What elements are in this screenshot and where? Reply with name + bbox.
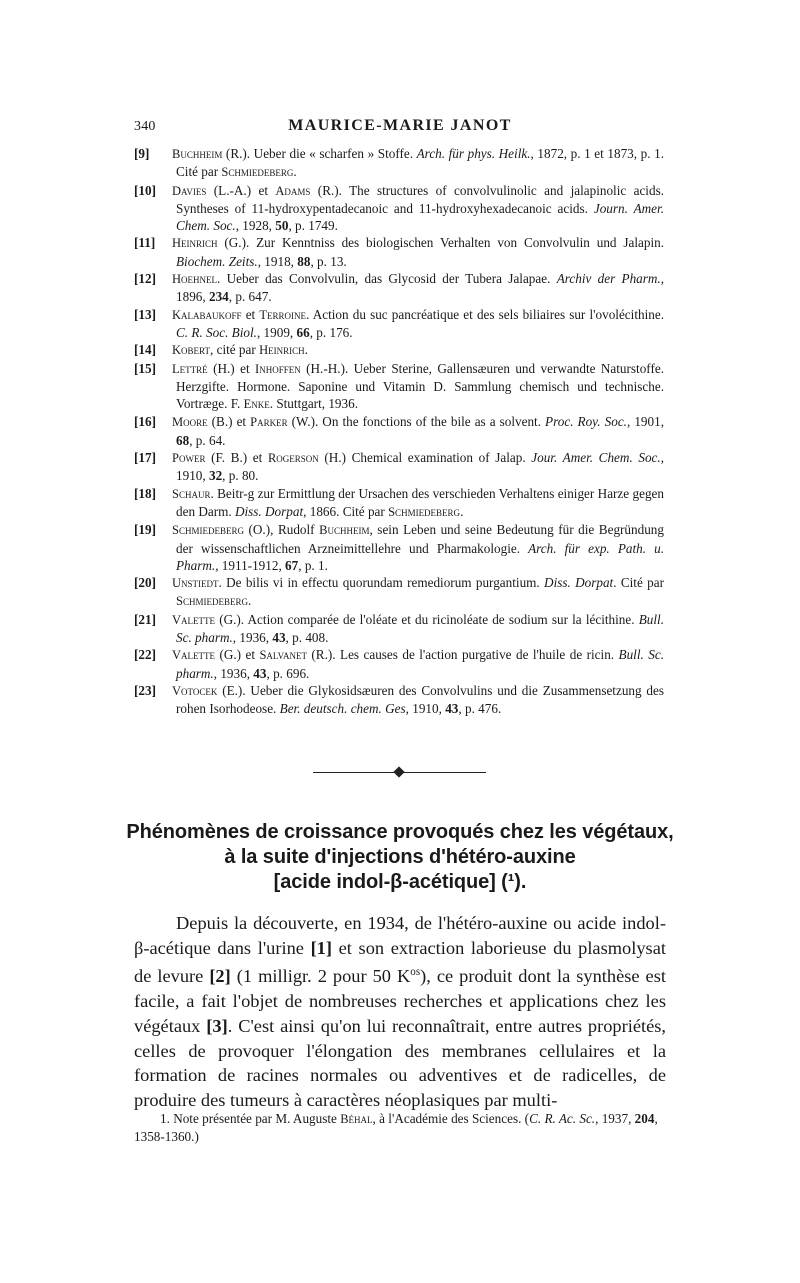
divider-diamond-icon (393, 766, 404, 777)
journal-title: Archiv der Pharm. (556, 271, 661, 287)
volume-number: 50 (275, 218, 289, 234)
article-title-line: [acide indol-β-acétique] (¹). (273, 871, 527, 893)
author-name: Schaur (172, 486, 211, 501)
reference-number: [17] (134, 450, 156, 466)
text-run: , 1928, (235, 218, 276, 234)
author-name: Hoehnel (172, 272, 218, 287)
text-run: . Ueber das Convolvulin, das Glycosid der Tubera Jalapae. (217, 271, 557, 287)
journal-title: Proc. Roy. Soc. (545, 414, 627, 430)
author-name: Unstiedt (172, 576, 219, 591)
text-run: , 1910, (176, 450, 664, 484)
text-run: et (241, 306, 260, 322)
text-run: , p. 408. (285, 630, 329, 646)
reference-entry (134, 611, 664, 647)
text-run: , 1937, (595, 1111, 635, 1126)
reference-entry (134, 306, 664, 342)
text-run: et son extraction laborieuse du plasmolysat de levure (134, 937, 666, 987)
author-name: Votocek (172, 683, 218, 698)
author-name: Schmiedeberg (176, 594, 248, 609)
text-run: . (460, 503, 464, 519)
author-name: Kobert (172, 343, 210, 358)
text-run: , p. 64. (189, 432, 226, 448)
text-run: 1. Note présentée par M. Auguste (160, 1111, 341, 1126)
text-run: , p. 476. (458, 701, 502, 717)
running-head: MAURICE-MARIE JANOT (288, 117, 512, 134)
text-run: (H.) et (207, 360, 256, 376)
journal-title: Diss. Dorpat (544, 575, 614, 591)
text-run: (R.). Les causes de l'action purgative de l'huile de ricin. (306, 647, 619, 663)
reference-entry (134, 360, 664, 414)
reference-number: [23] (134, 682, 156, 698)
volume-number: 204 (634, 1111, 655, 1126)
text-run: (E.). Ueber die Glykosidsæuren des Convolvulins und die Zusammensetzung des rohen Isorhodeose. (176, 682, 664, 717)
author-name: Kalabaukoff (172, 307, 242, 322)
reference-number: [12] (134, 271, 156, 287)
reference-number: [22] (134, 647, 156, 663)
text-run: . Stuttgart, 1936. (269, 396, 359, 412)
journal-title: Diss. Dorpat (234, 503, 304, 519)
reference-number: [19] (134, 522, 156, 538)
author-name: Buchheim (172, 147, 223, 161)
volume-number: 43 (253, 665, 267, 681)
author-name: Heinrich (259, 343, 305, 358)
text-run: , sein Leben und seine Bedeutung für die Begründung der wissenschaftlichen Arzneimittellehre und Pharmakologie. (176, 522, 664, 556)
text-run: (R.). The structures of convolvulinolic and jalapinolic acids. Syntheses of 11-hydroxypentadecanoic and 11-hydroxyhexadecanoic acids. (176, 182, 664, 216)
reference-entry (134, 449, 664, 485)
author-name: Schmiedeberg (172, 523, 244, 538)
text-run: (G.). Zur Kenntniss des biologischen Verhalten von Convolvulin und Jalapin. (217, 235, 664, 251)
text-run: (B.) et (207, 414, 251, 430)
text-run: , p. 647. (228, 289, 272, 305)
text-run: , à l'Académie des Sciences. ( (372, 1111, 530, 1126)
text-run: (F. B.) et (205, 450, 268, 466)
author-name: Moore (172, 415, 208, 430)
journal-title: Jour. Amer. Chem. Soc. (531, 450, 661, 466)
journal-title: Journ. Amer. Chem. Soc. (176, 200, 664, 234)
text-run: . (304, 342, 308, 358)
reference-entry (134, 182, 664, 235)
text-run: ), ce produit dont la synthèse est facile, a fait l'objet de nombreuses recherches et applications chez les végétaux (134, 966, 666, 1036)
text-run: , 1866. Cité par (303, 503, 389, 519)
reference-entry (134, 521, 664, 574)
text-run: , p. 1. (298, 557, 328, 573)
volume-number: 32 (208, 468, 223, 484)
text-run: os (410, 966, 421, 979)
reference-list (134, 145, 664, 718)
author-name: Terroine (259, 307, 306, 322)
text-run: (1 milligr. 2 pour 50 K (230, 966, 411, 987)
text-run: , 1918, (257, 253, 298, 269)
page-number: 340 (134, 119, 156, 134)
journal-title: C. R. Ac. Sc. (529, 1111, 596, 1126)
reference-entry (134, 646, 664, 682)
text-run: . Beitr-g zur Ermittlung der Ursachen des verschieden Verhaltens einiger Harze gegen den Darm. (176, 485, 664, 519)
author-name: Salvanet (259, 648, 307, 663)
journal-title: Arch. für exp. Path. u. Pharm. (176, 540, 665, 573)
text-run: , p. 80. (222, 468, 259, 484)
reference-number: [20] (134, 575, 156, 591)
reference-entry (134, 234, 664, 270)
author-name: Power (172, 451, 206, 466)
text-run: . (247, 593, 252, 609)
text-run: , 1936, (213, 665, 254, 681)
author-name: Davies (172, 183, 207, 198)
reference-number: [13] (134, 306, 156, 322)
reference-number: [15] (134, 360, 156, 376)
author-name: Inhoffen (255, 361, 301, 376)
text-run: , 1909, (256, 324, 297, 340)
journal-title: C. R. Soc. Biol. (176, 324, 257, 340)
reference-entry (134, 574, 664, 611)
journal-title: Biochem. Zeits. (176, 253, 258, 269)
journal-title: Arch. für phys. Heilk. (416, 146, 531, 161)
text-run: (H.) Chemical examination of Jalap. (318, 450, 532, 466)
reference-entry (134, 145, 664, 182)
author-name: Schmiedeberg (388, 504, 461, 519)
text-run: , p. 696. (266, 665, 310, 681)
author-name: Béhal (340, 1112, 373, 1126)
volume-number: 68 (176, 432, 190, 448)
text-run: , cité par (210, 342, 260, 358)
text-run: (H.-H.). Ueber Sterine, Gallensæuren und verwandte Naturstoffe. Herzgifte. Hormone. Saponine und Vitamin D. Sammlung chemisch und technische. Vortræge. F. (176, 360, 664, 412)
text-run: . C'est ainsi qu'on lui reconnaîtrait, entre autres propriétés, celles de provoquer l'élongation des membranes cellulaires et la formation de racines normales ou adventives et de radicelles, de produire des tumeurs à caractères néoplasiques par multi- (134, 1015, 667, 1111)
reference-number: [18] (134, 485, 156, 501)
author-name: Schmiedeberg (221, 165, 294, 180)
author-name: Buchheim (319, 523, 370, 538)
volume-number: 67 (285, 557, 299, 573)
journal-title: Bull. Sc. pharm. (176, 647, 664, 681)
reference-entry (134, 485, 664, 522)
text-run: , 1901, (626, 414, 664, 430)
volume-number: [2] (209, 966, 231, 987)
author-name: Valette (172, 612, 216, 627)
volume-number: 43 (445, 701, 459, 717)
text-run: . De bilis vi in effectu quorundam remediorum purgantium. (218, 575, 545, 591)
author-name: Parker (250, 415, 288, 430)
text-run: , 1936, (232, 630, 273, 646)
text-run: , p. 176. (309, 324, 353, 340)
article-body-paragraph (134, 911, 666, 1113)
volume-number: 88 (297, 253, 311, 269)
volume-number: [3] (206, 1015, 228, 1036)
text-run: (W.). On the fonctions of the bile as a solvent. (287, 414, 546, 430)
article-title-line: Phénomènes de croissance provoqués chez les végétaux, (126, 821, 674, 843)
author-name: Heinrich (172, 236, 218, 251)
text-run: , p. 13. (310, 253, 347, 269)
text-run: . Action du suc pancréatique et des sels biliaires sur l'ovolécithine. (306, 306, 664, 322)
reference-number: [16] (134, 414, 156, 430)
text-run: , 1896, (176, 271, 665, 305)
text-run: , p. 1749. (288, 218, 338, 234)
volume-number: 43 (272, 630, 286, 646)
reference-number: [10] (134, 182, 156, 198)
author-name: Valette (172, 648, 216, 663)
volume-number: [1] (310, 937, 333, 958)
reference-entry (134, 682, 664, 718)
text-run: , 1911-1912, (215, 557, 286, 573)
author-name: Rogerson (267, 451, 319, 466)
volume-number: 66 (296, 324, 310, 340)
text-run: (L.-A.) et (206, 182, 276, 198)
journal-title: Bull. Sc. pharm. (176, 611, 664, 646)
reference-number: [21] (134, 611, 156, 627)
footnote (134, 1110, 666, 1146)
author-name: Enke (243, 397, 270, 412)
reference-number: [14] (134, 342, 156, 358)
author-name: Adams (275, 183, 311, 198)
text-run: (R.). Ueber die « scharfen » Stoffe. (222, 146, 417, 161)
reference-number: [9] (134, 146, 150, 161)
text-run: . (293, 164, 297, 180)
text-run: (G.) et (215, 647, 260, 663)
volume-number: 234 (208, 289, 229, 305)
text-run: Depuis la découverte, en 1934, de l'hétéro-auxine ou acide indol-β-acétique dans l'urine (134, 913, 666, 958)
article-title (0, 820, 800, 895)
journal-title: Ber. deutsch. chem. Ges (279, 701, 406, 717)
text-run: , 1358-1360.) (134, 1111, 658, 1145)
text-run: , 1910, (405, 701, 446, 717)
text-run: (G.). Action comparée de l'oléate et du ricinoléate de sodium sur la lécithine. (215, 611, 639, 627)
author-name: Lettré (172, 361, 208, 376)
reference-entry (134, 413, 664, 449)
reference-entry (134, 270, 664, 306)
article-title-line: à la suite d'injections d'hétéro-auxine (224, 846, 576, 868)
reference-entry (134, 341, 664, 359)
text-run: , 1872, p. 1 et 1873, p. 1. Cité par (176, 146, 665, 180)
text-run: (O.), Rudolf (243, 522, 320, 538)
reference-number: [11] (134, 235, 156, 251)
text-run: . Cité par (613, 575, 664, 591)
